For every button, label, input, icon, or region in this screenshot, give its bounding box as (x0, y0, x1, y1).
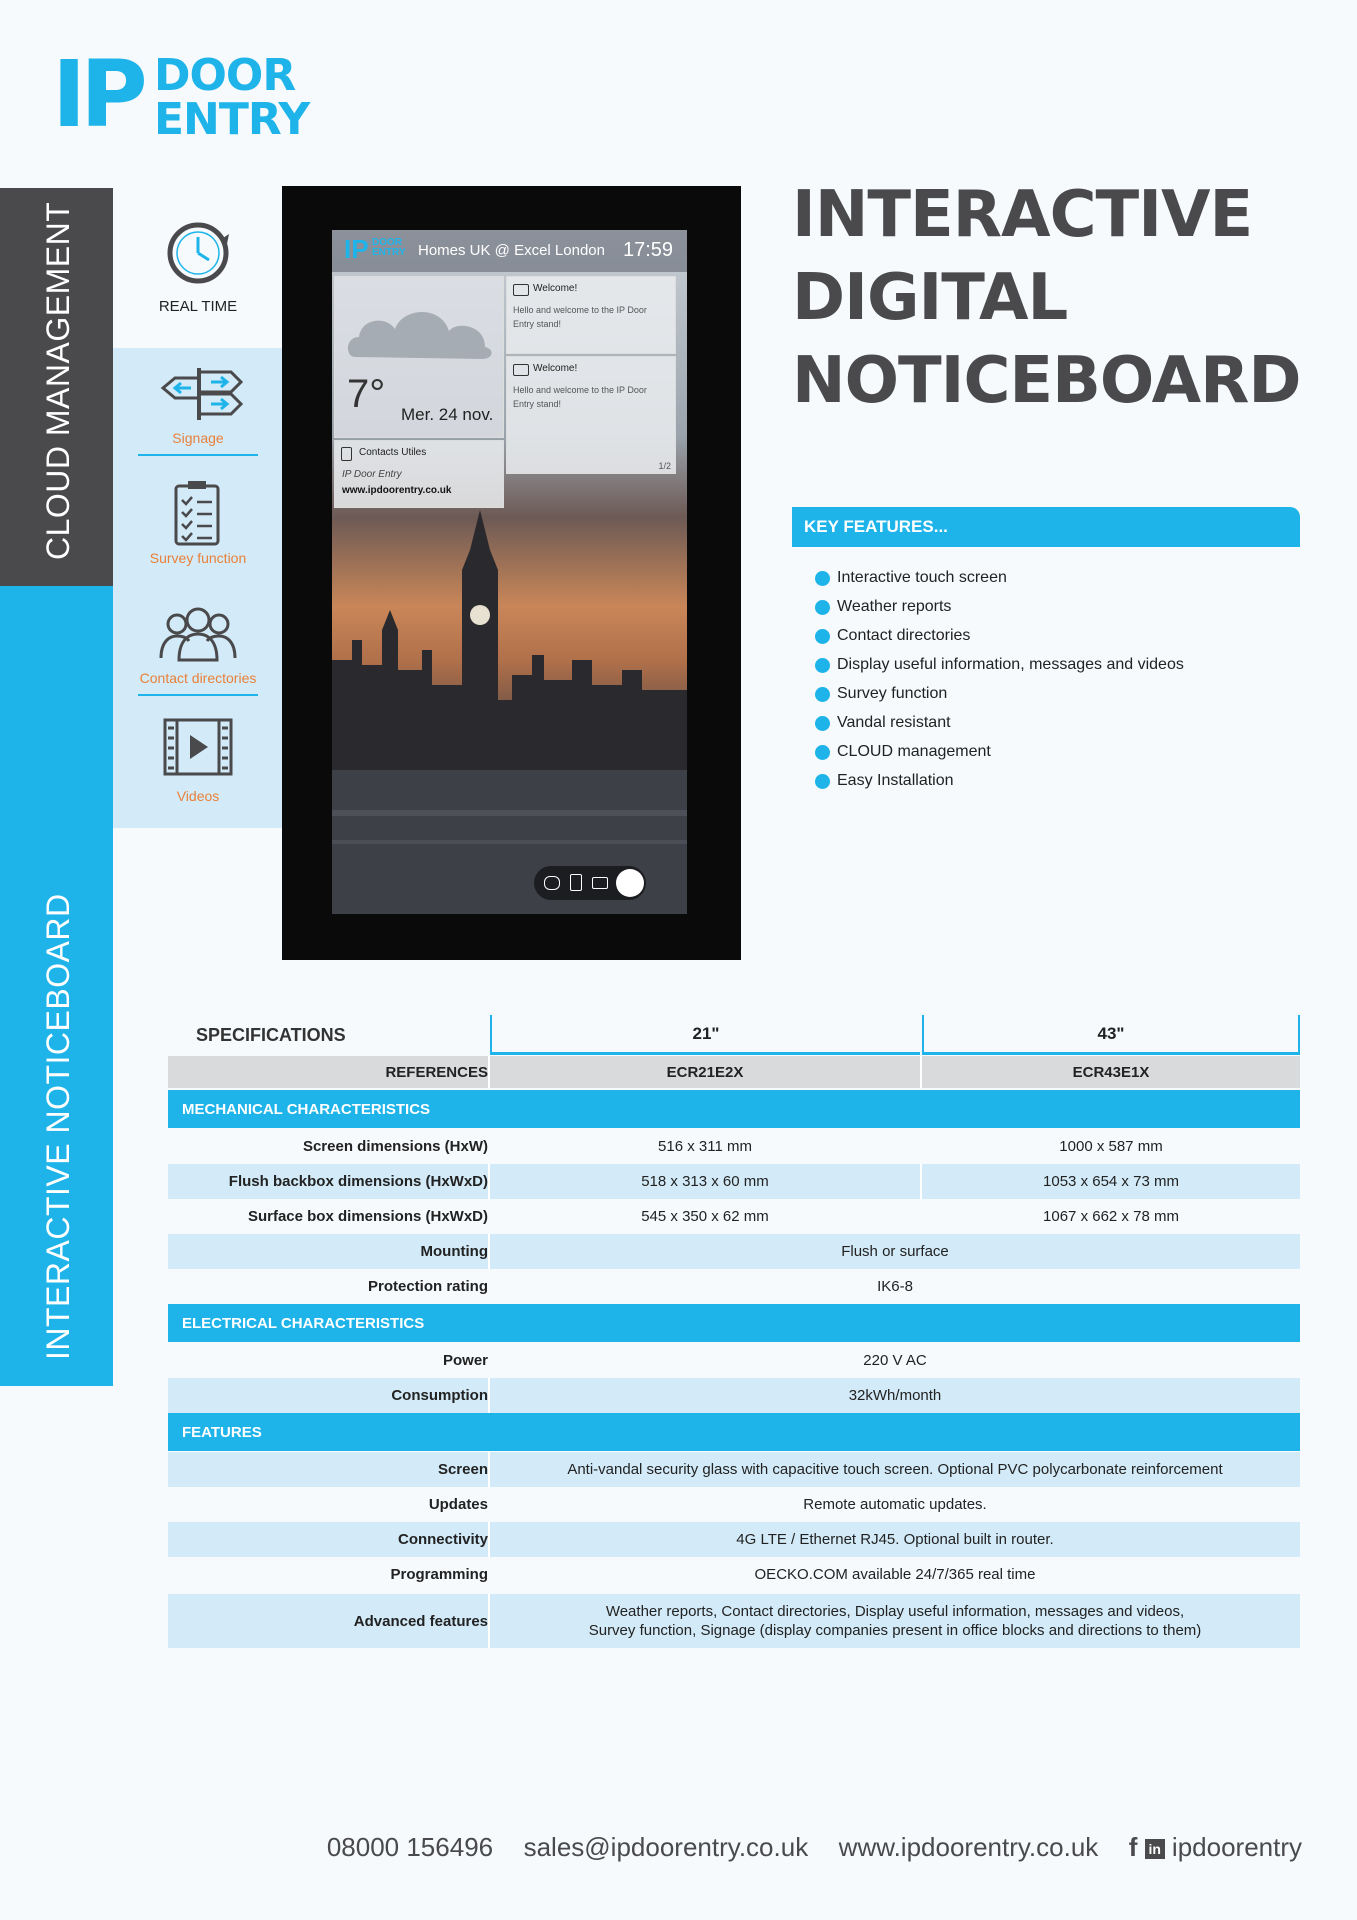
contact-footer (0, 1832, 1302, 1863)
people-icon (159, 606, 237, 662)
message-icon (513, 284, 529, 296)
advanced-line-2: Survey function, Signage (display companies present in office blocks and directions to them) (588, 1622, 1202, 1639)
footer-social-handle[interactable]: ipdoorentry (1171, 1832, 1302, 1862)
survey-cell (113, 468, 283, 588)
contacts-tile-name: IP Door Entry (342, 469, 402, 480)
side-label-noticeboard: INTERACTIVE NOTICEBOARD (40, 893, 76, 1360)
row-value (490, 1594, 1300, 1648)
row-value-21: 518 x 313 x 60 mm (641, 1173, 769, 1190)
row-label: Consumption (391, 1387, 488, 1404)
section-header (168, 1304, 1300, 1342)
row-value-43: 1000 x 587 mm (1059, 1138, 1163, 1155)
company-logo (52, 41, 332, 148)
screen-logo-door: DOOR (372, 237, 402, 248)
signage-label: Signage (172, 430, 224, 446)
weather-date: Mer. 24 nov. (401, 405, 494, 424)
divider (138, 454, 258, 456)
list-item: Contact directories (815, 625, 1184, 654)
footer-email[interactable]: sales@ipdoorentry.co.uk (523, 1832, 809, 1862)
list-item: Survey function (815, 683, 1184, 712)
message-pager: 1/2 (658, 461, 671, 471)
screen-nav-bar (534, 866, 646, 900)
message-tile-1[interactable] (506, 276, 676, 354)
table-row (168, 1129, 1300, 1164)
row-value: Anti-vandal security glass with capacitive touch screen. Optional PVC polycarbonate reinforcement (567, 1461, 1223, 1478)
screen-time: 17:59 (623, 239, 674, 261)
screen-logo-ip: IP (344, 234, 369, 264)
table-row (168, 1452, 1300, 1487)
row-label: Screen dimensions (HxW) (302, 1138, 488, 1155)
row-label: Connectivity (397, 1531, 488, 1548)
row-label: Programming (390, 1566, 488, 1583)
signpost-icon (155, 366, 243, 422)
feature-icon-column (113, 188, 283, 828)
list-item: Vandal resistant (815, 712, 1184, 741)
survey-label: Survey function (149, 550, 247, 566)
contacts-tile-url: www.ipdoorentry.co.uk (342, 485, 452, 496)
message-2-body: Hello and welcome to the IP Door Entry stand! (513, 385, 647, 409)
message-2-title: Welcome! (533, 363, 578, 374)
table-row (168, 1557, 1300, 1592)
table-row (168, 1199, 1300, 1234)
device-screen (332, 230, 687, 914)
message-icon (513, 364, 529, 376)
title-line-3: NOTICEBOARD (792, 344, 1301, 418)
weather-nav-icon[interactable] (544, 876, 560, 890)
table-row (168, 1164, 1300, 1199)
row-value-21: ECR21E2X (666, 1063, 744, 1081)
message-tile-2[interactable] (506, 356, 676, 474)
table-row (168, 1487, 1300, 1522)
logo-ip: IP (52, 41, 142, 148)
side-bar-cloud (0, 188, 113, 586)
col-21-header: 21" (490, 1015, 920, 1055)
row-value: 32kWh/month (848, 1387, 942, 1404)
film-icon (163, 718, 233, 776)
videos-cell (113, 708, 283, 828)
messages-nav-icon[interactable] (592, 877, 608, 889)
signage-cell (113, 348, 283, 468)
list-item: Weather reports (815, 596, 1184, 625)
row-label: Mounting (420, 1243, 488, 1260)
gallery-nav-icon[interactable] (616, 869, 644, 897)
row-label: Flush backbox dimensions (HxWxD) (228, 1173, 488, 1190)
table-row (168, 1234, 1300, 1269)
cloud-icon (345, 297, 495, 367)
specifications-table (168, 1015, 1300, 1648)
contacts-nav-icon[interactable] (570, 874, 582, 891)
section-title: FEATURES (182, 1423, 262, 1441)
row-value: IK6-8 (877, 1278, 913, 1295)
page-title (792, 174, 1312, 423)
contacts-cell (113, 588, 283, 708)
title-line-2: DIGITAL (792, 261, 1068, 335)
side-label-cloud: CLOUD MANAGEMENT (40, 201, 76, 560)
temperature: 7° (347, 372, 386, 416)
weather-tile[interactable] (334, 276, 504, 438)
footer-website[interactable]: www.ipdoorentry.co.uk (838, 1832, 1099, 1862)
list-item: CLOUD management (815, 741, 1184, 770)
footer-phone: 08000 156496 (326, 1832, 494, 1862)
list-item: Interactive touch screen (815, 567, 1184, 596)
row-label: REFERENCES (385, 1063, 488, 1081)
key-features-heading: KEY FEATURES... (804, 517, 948, 536)
row-label: Updates (428, 1496, 488, 1513)
table-row (168, 1378, 1300, 1413)
row-value: Remote automatic updates. (803, 1496, 987, 1513)
row-value: 220 V AC (863, 1352, 927, 1369)
title-line-1: INTERACTIVE (792, 178, 1253, 252)
phone-icon (341, 447, 352, 461)
key-features-list (815, 567, 1184, 799)
contacts-label: Contact directories (139, 670, 257, 686)
section-title: MECHANICAL CHARACTERISTICS (182, 1100, 431, 1118)
col-43-header: 43" (922, 1015, 1300, 1055)
noticeboard-device (282, 186, 741, 960)
table-row (168, 1343, 1300, 1378)
divider (138, 694, 258, 696)
screen-top-bar (332, 230, 687, 272)
table-row (168, 1594, 1300, 1648)
side-bar-noticeboard (0, 586, 113, 1386)
real-time-label: REAL TIME (158, 298, 238, 315)
specs-header-label: SPECIFICATIONS (196, 1024, 346, 1045)
table-row (168, 1269, 1300, 1304)
row-label: Surface box dimensions (HxWxD) (247, 1208, 488, 1225)
table-row (168, 1056, 1300, 1088)
screen-location: Homes UK @ Excel London (418, 242, 605, 259)
row-label: Protection rating (367, 1278, 488, 1295)
contacts-tile-title: Contacts Utiles (359, 447, 427, 458)
list-item: Easy Installation (815, 770, 1184, 799)
row-label: Screen (437, 1461, 488, 1478)
section-title: ELECTRICAL CHARACTERISTICS (182, 1314, 425, 1332)
clock-icon (163, 218, 233, 288)
advanced-line-1: Weather reports, Contact directories, Display useful information, messages and videos, (605, 1603, 1185, 1620)
row-value-21: 516 x 311 mm (658, 1138, 752, 1155)
row-value-43: ECR43E1X (1072, 1063, 1150, 1081)
row-value-43: 1067 x 662 x 78 mm (1043, 1208, 1179, 1225)
real-time-cell (113, 188, 283, 348)
row-value: Flush or surface (841, 1243, 949, 1260)
facebook-icon[interactable]: f (1128, 1832, 1138, 1862)
row-value: OECKO.COM available 24/7/365 real time (754, 1566, 1036, 1583)
contacts-tile[interactable] (334, 440, 504, 508)
message-1-body: Hello and welcome to the IP Door Entry stand! (513, 305, 647, 329)
list-item: Display useful information, messages and videos (815, 654, 1184, 683)
table-row (168, 1522, 1300, 1557)
linkedin-icon[interactable]: in (1145, 1839, 1165, 1859)
logo-entry: ENTRY (154, 94, 310, 145)
row-value-43: 1053 x 654 x 73 mm (1043, 1173, 1179, 1190)
london-skyline-image (332, 510, 687, 914)
row-label: Power (442, 1352, 488, 1369)
checklist-icon (173, 480, 221, 546)
videos-label: Videos (176, 788, 220, 804)
table-header-row (168, 1015, 1300, 1055)
section-header (168, 1413, 1300, 1451)
row-value: 4G LTE / Ethernet RJ45. Optional built in router. (736, 1531, 1054, 1548)
row-value-21: 545 x 350 x 62 mm (641, 1208, 769, 1225)
screen-logo-entry: ENTRY (372, 247, 406, 258)
row-label: Advanced features (353, 1612, 488, 1630)
logo-door: DOOR (154, 50, 296, 101)
section-header (168, 1090, 1300, 1128)
message-1-title: Welcome! (533, 283, 578, 294)
